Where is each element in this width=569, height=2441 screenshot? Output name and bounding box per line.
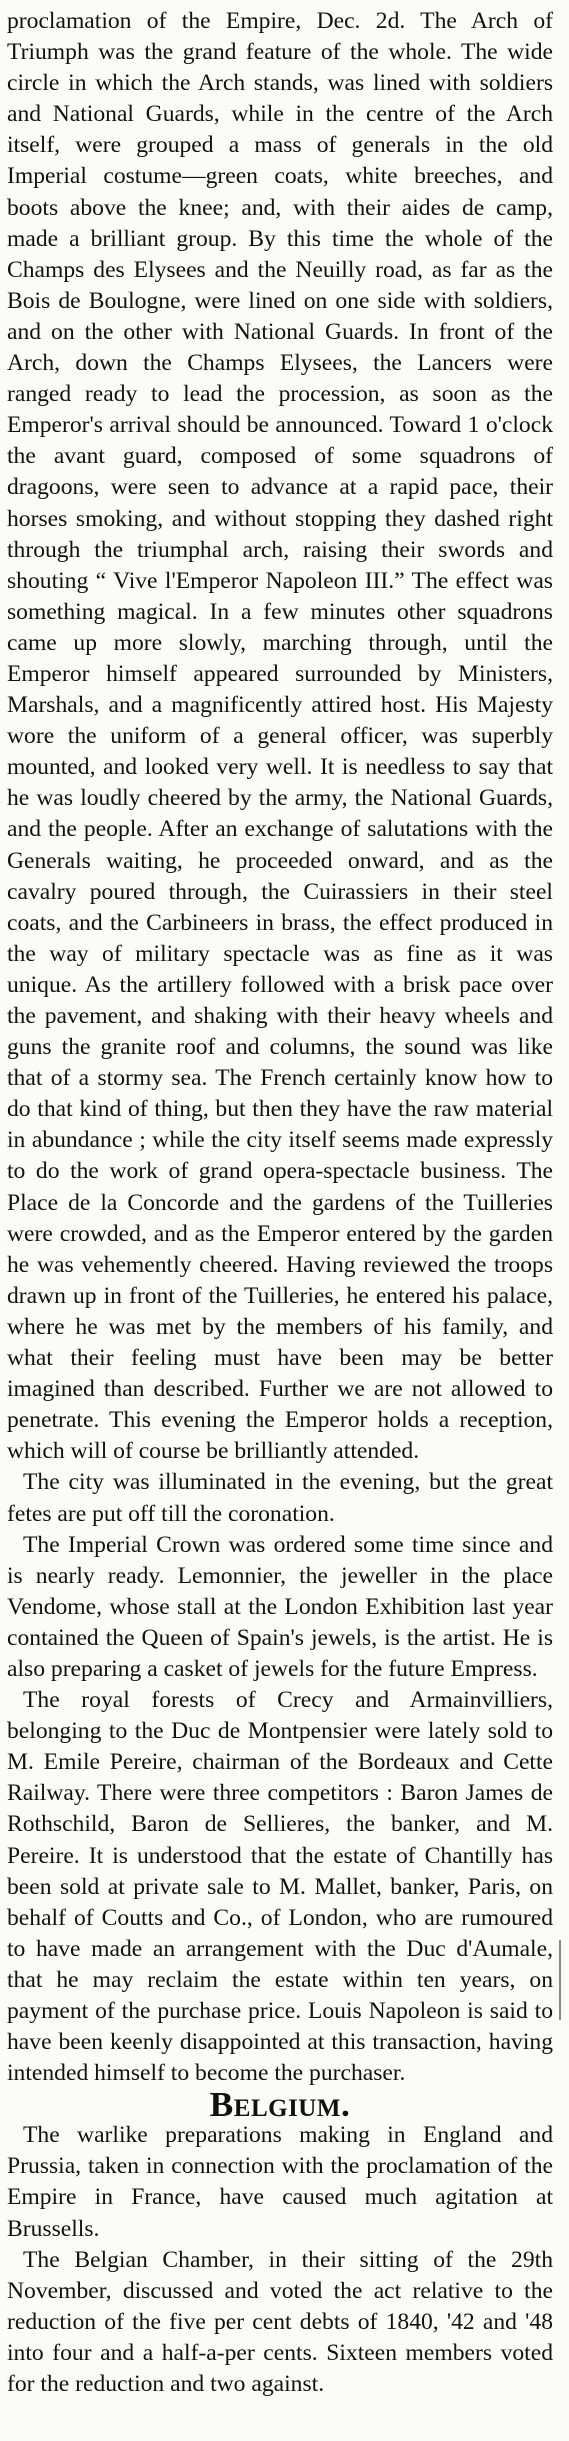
paragraph-belgian-chamber: The Belgian Chamber, in their sitting of the 29th November, discussed and voted the act relative to the reduction of the five per cent debts of 1840, '42 and '48 into four and a half-a-per cents. Sixteen members voted for the reduction and two against. xyxy=(7,2246,553,2398)
paragraph-illumination: The city was illuminated in the evening, but the great fetes are put off till the coronation. xyxy=(7,1469,553,1527)
page-edge-rule xyxy=(559,1940,561,2020)
paragraph-imperial-crown: The Imperial Crown was ordered some time since and is nearly ready. Lemonnier, the jeweller in the place Vendome, whose stall at the London Exhibition last year contained the Queen of Spain's jewels, is the artist. He is also preparing a casket of jewels for the future Empress. xyxy=(7,1531,553,1682)
section-heading-belgium: Belgium. xyxy=(209,2084,351,2125)
paragraph-royal-forests: The royal forests of Crecy and Armainvilliers, belonging to the Duc de Montpensier were lately sold to M. Emile Pereire, chairman of the Bordeaux and Cette Railway. There were three competitors : Baron James de Rothschild, Baron de Sellieres, the banker, and M. Pereire. It is understood that the estate of Chantilly has been sold at private sale to M. Mallet, banker, Paris, on behalf of Coutts and Co., of London, who are rumoured to have made an arrangement with the Duc d'Aumale, that he may reclaim the estate within ten years, on payment of the purchase price. Louis Napoleon is said to have been keenly disappointed at this transaction, having intended himself to become the purchaser. xyxy=(7,1687,553,2087)
paragraph-warlike-preparations: The warlike preparations making in England and Prussia, taken in connection with the proclamation of the Empire in France, have caused much agitation at Brussells. xyxy=(7,2122,553,2242)
paragraph-arch-of-triumph: proclamation of the Empire, Dec. 2d. The Arch of Triumph was the grand feature of the whole. The wide circle in which the Arch stands, was lined with soldiers and National Guards, while in the centre of the Arch itself, were grouped a mass of generals in the old Imperial costume—green coats, white breeches, and boots above the knee; and, with their aides de camp, made a brilliant group. By this time the whole of the Champs des Elysees and the Neuilly road, as far as the Bois de Boulogne, were lined on one side with soldiers, and on the other with National Guards. In front of the Arch, down the Champs Elysees, the Lancers were ranged ready to lead the procession, as soon as the Emperor's arrival should be announced. Toward 1 o'clock the avant guard, composed of some squadrons of dragoons, were seen to advance at a rapid pace, their horses smoking, and without stopping they dashed right through the triumphal arch, raising their swords and shouting “ Vive l'Emperor Napoleon III.” The effect was something magical. In a few minutes other squadrons came up more slowly, marching through, until the Emperor himself appeared surrounded by Ministers, Marshals, and a magnificently attired host. His Majesty wore the uniform of a general officer, was superbly mounted, and looked very well. It is needless to say that he was loudly cheered by the army, the National Guards, and the people. After an exchange of salutations with the Generals waiting, he proceeded onward, and as the cavalry poured through, the Cuirassiers in their steel coats, and the Carbineers in brass, the effect produced in the way of military spectacle was as fine as it was unique. As the artillery followed with a brisk pace over the pavement, and shaking with their heavy wheels and guns the granite roof and columns, the sound was like that of a stormy sea. The French certainly know how to do that kind of thing, but then they have the raw material in abundance ; while the city itself seems made expressly to do the work of grand opera-spectacle business. The Place de la Concorde and the gardens of the Tuilleries were crowded, and as the Emperor entered by the garden he was vehemently cheered. Having reviewed the troops drawn up in front of the Tuilleries, he entered his palace, where he was met by the members of his family, and what their feeling must have been may be better imagined than described. Further we are not allowed to penetrate. This evening the Emperor holds a reception, which will of course be brilliantly attended. xyxy=(7,8,553,1465)
